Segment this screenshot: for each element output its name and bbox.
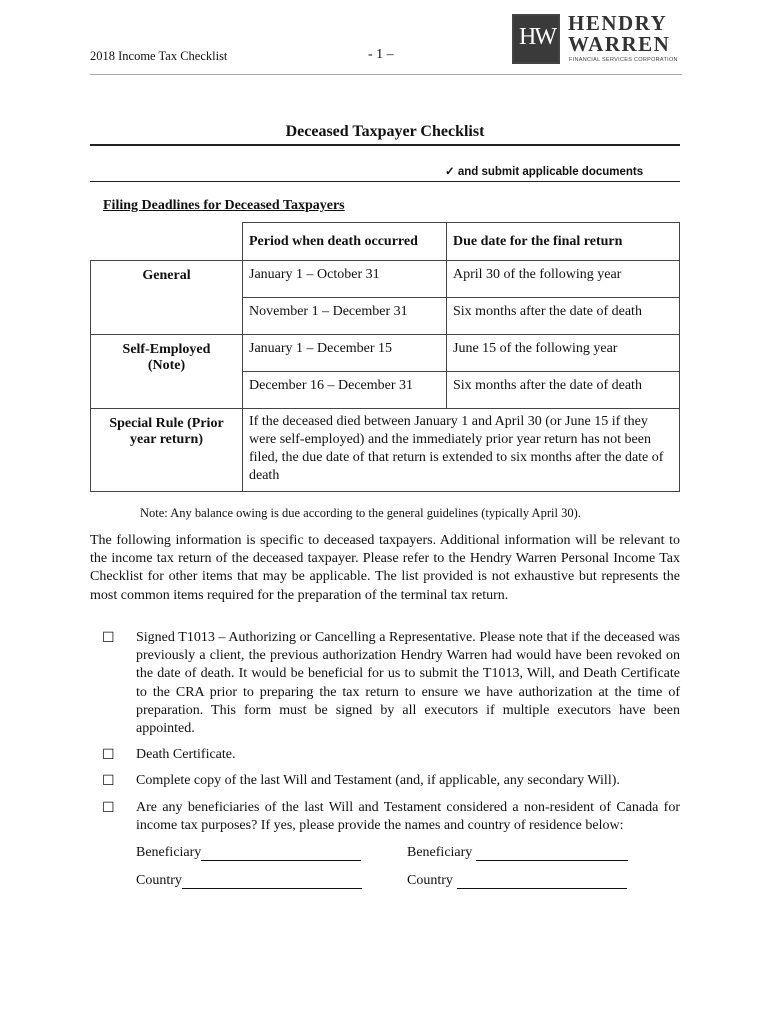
table-cell-period: January 1 – October 31 <box>243 261 447 298</box>
country-label: Country <box>136 873 182 888</box>
category-label-line1: Special Rule (Prior <box>109 416 224 431</box>
logo-name-line2: WARREN <box>568 32 671 56</box>
category-label-line2: year return) <box>130 432 203 447</box>
checkbox[interactable]: ☐ <box>102 800 115 816</box>
logo-name <box>568 13 670 55</box>
section-heading: Filing Deadlines for Deceased Taxpayers <box>103 198 345 213</box>
category-label-line1: Self-Employed <box>122 342 211 357</box>
table-row <box>91 335 680 372</box>
country-field-2 <box>407 873 627 889</box>
logo-tagline: FINANCIAL SERVICES CORPORATION <box>569 57 678 63</box>
beneficiary-field-1 <box>136 845 361 861</box>
country-input-line[interactable] <box>457 874 627 889</box>
checkbox[interactable]: ☐ <box>102 747 115 763</box>
column-header-period: Period when death occurred <box>243 223 447 261</box>
logo-monogram: HW <box>519 24 555 50</box>
table-cell-period: November 1 – December 31 <box>243 298 447 335</box>
table-cell-due: Six months after the date of death <box>447 372 680 409</box>
category-label-line2: (Note) <box>147 358 186 373</box>
table-header-row <box>91 223 680 261</box>
table-cell-due: June 15 of the following year <box>447 335 680 372</box>
filing-deadlines-table <box>90 222 680 492</box>
page-title: Deceased Taxpayer Checklist <box>285 123 485 140</box>
special-rule-text: If the deceased died between January 1 and April 30 (or June 15 if they were self-employed) and the immediately prior year return has not been filed, the due date of that return is extended to six months after the date of death <box>243 409 680 492</box>
country-field-1 <box>136 873 362 889</box>
beneficiary-input-line[interactable] <box>201 846 361 861</box>
country-label: Country <box>407 873 453 888</box>
beneficiary-label: Beneficiary <box>407 845 473 860</box>
table-cell-period: December 16 – December 31 <box>243 372 447 409</box>
category-self-employed <box>91 335 243 409</box>
table-note: Note: Any balance owing is due according to the general guidelines (typically April 30). <box>140 506 581 520</box>
checkbox[interactable]: ☐ <box>102 630 115 646</box>
logo-monogram-box <box>512 14 560 64</box>
checklist-item-text: Are any beneficiaries of the last Will and Testament considered a non-resident of Canada for income tax purposes? If yes, please provide the names and country of residence below: <box>136 800 680 834</box>
table-cell-due: Six months after the date of death <box>447 298 680 335</box>
category-general: General <box>91 261 243 335</box>
instruction-divider <box>90 181 680 182</box>
category-special-rule <box>91 409 243 492</box>
page-number: - 1 – <box>368 47 394 62</box>
header-document-title: 2018 Income Tax Checklist <box>90 49 228 63</box>
company-logo <box>512 11 682 68</box>
beneficiary-label: Beneficiary <box>136 845 202 860</box>
beneficiary-input-line[interactable] <box>476 846 628 861</box>
table-cell-due: April 30 of the following year <box>447 261 680 298</box>
intro-paragraph: The following information is specific to deceased taxpayers. Additional information will be relevant to the income tax return of the deceased taxpayer. Please refer to the Hendry Warren Personal Income Tax Checklist for other items that may be applicable. The list provided is not exhaustive but represents the most common items required for the preparation of the terminal tax return. <box>90 533 680 603</box>
logo-name-line1: HENDRY <box>568 11 668 35</box>
column-header-due-date: Due date for the final return <box>447 223 680 261</box>
table-row <box>91 261 680 298</box>
country-input-line[interactable] <box>182 874 362 889</box>
checklist-item-text: Complete copy of the last Will and Testament (and, if applicable, any secondary Will). <box>136 773 620 788</box>
title-divider <box>90 144 680 146</box>
checklist-item-text: Death Certificate. <box>136 747 236 762</box>
table-cell-period: January 1 – December 15 <box>243 335 447 372</box>
header-divider <box>90 74 682 75</box>
instruction-text: ✓ and submit applicable documents <box>445 166 644 178</box>
checkbox[interactable]: ☐ <box>102 773 115 789</box>
beneficiary-field-2 <box>407 845 628 861</box>
checklist-item-text: Signed T1013 – Authorizing or Cancelling a Representative. Please note that if the deceased was previously a client, the previous authorization Hendry Warren had would have been revoked on the date of death. It would be beneficial for us to submit the T1013, Will, and Death Certificate to the CRA prior to preparing the tax return to ensure we have authorization at the time of preparation. This form must be signed by all executors if multiple executors have been appointed. <box>136 630 680 737</box>
table-row <box>91 409 680 492</box>
